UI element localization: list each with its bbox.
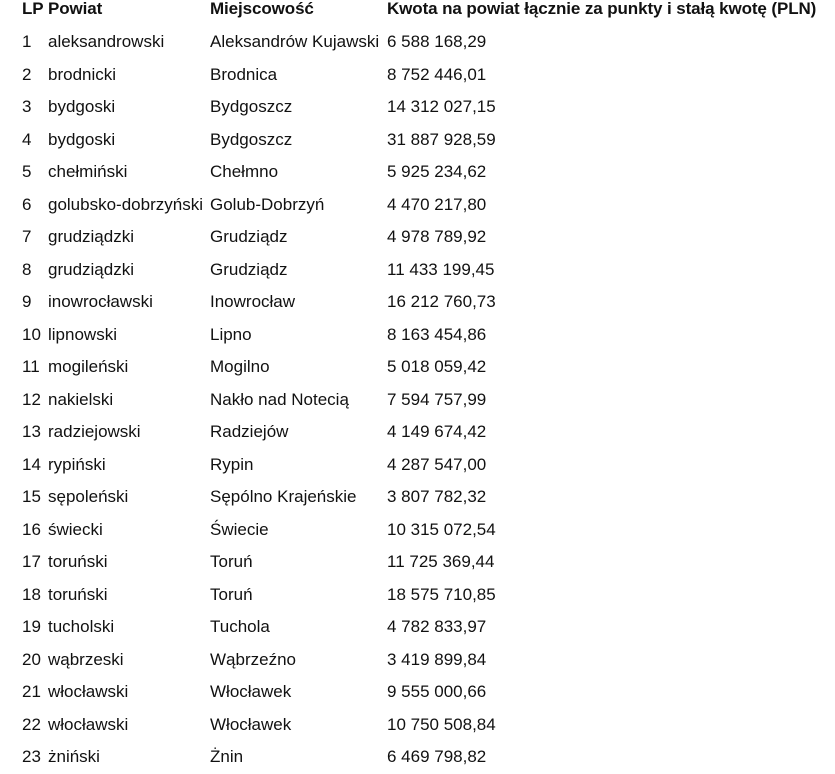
table-row [22, 319, 834, 352]
cell-powiat: sępoleński [48, 487, 129, 507]
table-row [22, 221, 834, 254]
table-row [22, 189, 834, 222]
cell-powiat: grudziądzki [48, 227, 134, 247]
table-row [22, 26, 834, 59]
cell-lp: 3 [22, 97, 32, 117]
table-row [22, 254, 834, 287]
cell-miejscowosc: Świecie [210, 519, 269, 539]
table-row [22, 481, 834, 514]
table-row [22, 416, 834, 449]
cell-miejscowosc: Grudziądz [210, 227, 288, 247]
cell-kwota: 7 594 757,99 [387, 389, 487, 409]
cell-lp: 20 [22, 649, 41, 669]
table-row [22, 611, 834, 644]
cell-kwota: 4 287 547,00 [387, 454, 487, 474]
allocation-table [22, 0, 834, 774]
table-row [22, 156, 834, 189]
cell-powiat: grudziądzki [48, 259, 134, 279]
cell-lp: 14 [22, 454, 41, 474]
cell-lp: 12 [22, 389, 41, 409]
cell-lp: 5 [22, 162, 32, 182]
cell-kwota: 6 469 798,82 [387, 747, 487, 767]
table-row [22, 124, 834, 157]
cell-lp: 6 [22, 194, 32, 214]
cell-kwota: 4 782 833,97 [387, 617, 487, 637]
cell-miejscowosc: Włocławek [210, 714, 292, 734]
cell-kwota: 3 419 899,84 [387, 649, 487, 669]
cell-lp: 23 [22, 747, 41, 767]
cell-lp: 13 [22, 422, 41, 442]
cell-kwota: 4 149 674,42 [387, 422, 487, 442]
cell-lp: 10 [22, 324, 41, 344]
table-row [22, 741, 834, 774]
cell-kwota: 4 470 217,80 [387, 194, 487, 214]
cell-miejscowosc: Toruń [210, 552, 253, 572]
cell-miejscowosc: Inowrocław [210, 292, 296, 312]
cell-miejscowosc: Żnin [210, 747, 244, 767]
cell-miejscowosc: Toruń [210, 584, 253, 604]
cell-kwota: 11 433 199,45 [387, 259, 495, 279]
table-body [22, 26, 834, 774]
table-header [22, 0, 834, 26]
cell-powiat: tucholski [48, 617, 115, 637]
cell-kwota: 6 588 168,29 [387, 32, 487, 52]
cell-powiat: lipnowski [48, 324, 117, 344]
cell-kwota: 14 312 027,15 [387, 97, 496, 117]
header-miejscowosc: Miejscowość [210, 0, 314, 18]
cell-powiat: rypiński [48, 454, 106, 474]
cell-lp: 15 [22, 487, 41, 507]
table-row [22, 546, 834, 579]
cell-kwota: 16 212 760,73 [387, 292, 496, 312]
table-row [22, 644, 834, 677]
table-row [22, 59, 834, 92]
cell-lp: 7 [22, 227, 32, 247]
cell-lp: 11 [22, 357, 40, 377]
cell-miejscowosc: Mogilno [210, 357, 270, 377]
cell-lp: 22 [22, 714, 41, 734]
cell-powiat: żniński [48, 747, 100, 767]
cell-powiat: mogileński [48, 357, 129, 377]
header-kwota: Kwota na powiat łącznie za punkty i stałą kwotę (PLN) [387, 0, 817, 18]
cell-miejscowosc: Tuchola [210, 617, 270, 637]
table-row [22, 676, 834, 709]
cell-kwota: 9 555 000,66 [387, 682, 487, 702]
table-row [22, 514, 834, 547]
table-row [22, 286, 834, 319]
cell-lp: 17 [22, 552, 41, 572]
cell-lp: 8 [22, 259, 32, 279]
cell-miejscowosc: Grudziądz [210, 259, 288, 279]
cell-miejscowosc: Brodnica [210, 64, 278, 84]
cell-kwota: 3 807 782,32 [387, 487, 487, 507]
cell-kwota: 4 978 789,92 [387, 227, 487, 247]
cell-kwota: 5 925 234,62 [387, 162, 487, 182]
header-lp: LP [22, 0, 44, 18]
cell-powiat: toruński [48, 552, 108, 572]
cell-kwota: 10 750 508,84 [387, 714, 496, 734]
table-row [22, 449, 834, 482]
cell-miejscowosc: Golub-Dobrzyń [210, 194, 325, 214]
cell-miejscowosc: Aleksandrów Kujawski [210, 32, 380, 52]
table-row [22, 579, 834, 612]
cell-kwota: 8 752 446,01 [387, 64, 487, 84]
cell-lp: 21 [22, 682, 41, 702]
cell-lp: 18 [22, 584, 41, 604]
cell-powiat: inowrocławski [48, 292, 153, 312]
cell-kwota: 18 575 710,85 [387, 584, 496, 604]
table-row [22, 709, 834, 742]
header-row [22, 0, 834, 26]
cell-powiat: bydgoski [48, 129, 116, 149]
cell-powiat: świecki [48, 519, 103, 539]
cell-miejscowosc: Rypin [210, 454, 254, 474]
cell-lp: 4 [22, 129, 32, 149]
cell-miejscowosc: Bydgoszcz [210, 97, 293, 117]
cell-lp: 16 [22, 519, 41, 539]
cell-powiat: golubsko-dobrzyński [48, 194, 203, 214]
cell-powiat: toruński [48, 584, 108, 604]
cell-miejscowosc: Wąbrzeźno [210, 649, 296, 669]
cell-miejscowosc: Sępólno Krajeńskie [210, 487, 357, 507]
cell-powiat: bydgoski [48, 97, 116, 117]
cell-miejscowosc: Radziejów [210, 422, 289, 442]
cell-miejscowosc: Bydgoszcz [210, 129, 293, 149]
cell-powiat: włocławski [48, 714, 129, 734]
cell-miejscowosc: Nakło nad Notecią [210, 389, 349, 409]
cell-powiat: wąbrzeski [48, 649, 124, 669]
cell-kwota: 31 887 928,59 [387, 129, 496, 149]
cell-kwota: 11 725 369,44 [387, 552, 495, 572]
table-row [22, 91, 834, 124]
table-row [22, 384, 834, 417]
cell-lp: 9 [22, 292, 32, 312]
cell-kwota: 8 163 454,86 [387, 324, 487, 344]
cell-miejscowosc: Chełmno [210, 162, 279, 182]
cell-lp: 2 [22, 64, 32, 84]
cell-lp: 19 [22, 617, 41, 637]
cell-kwota: 10 315 072,54 [387, 519, 496, 539]
cell-miejscowosc: Lipno [210, 324, 252, 344]
cell-powiat: włocławski [48, 682, 129, 702]
table-row [22, 351, 834, 384]
cell-miejscowosc: Włocławek [210, 682, 292, 702]
cell-powiat: aleksandrowski [48, 32, 165, 52]
cell-powiat: radziejowski [48, 422, 141, 442]
cell-powiat: nakielski [48, 389, 114, 409]
cell-kwota: 5 018 059,42 [387, 357, 487, 377]
header-powiat: Powiat [48, 0, 103, 18]
cell-powiat: brodnicki [48, 64, 117, 84]
cell-lp: 1 [22, 32, 32, 52]
cell-powiat: chełmiński [48, 162, 128, 182]
